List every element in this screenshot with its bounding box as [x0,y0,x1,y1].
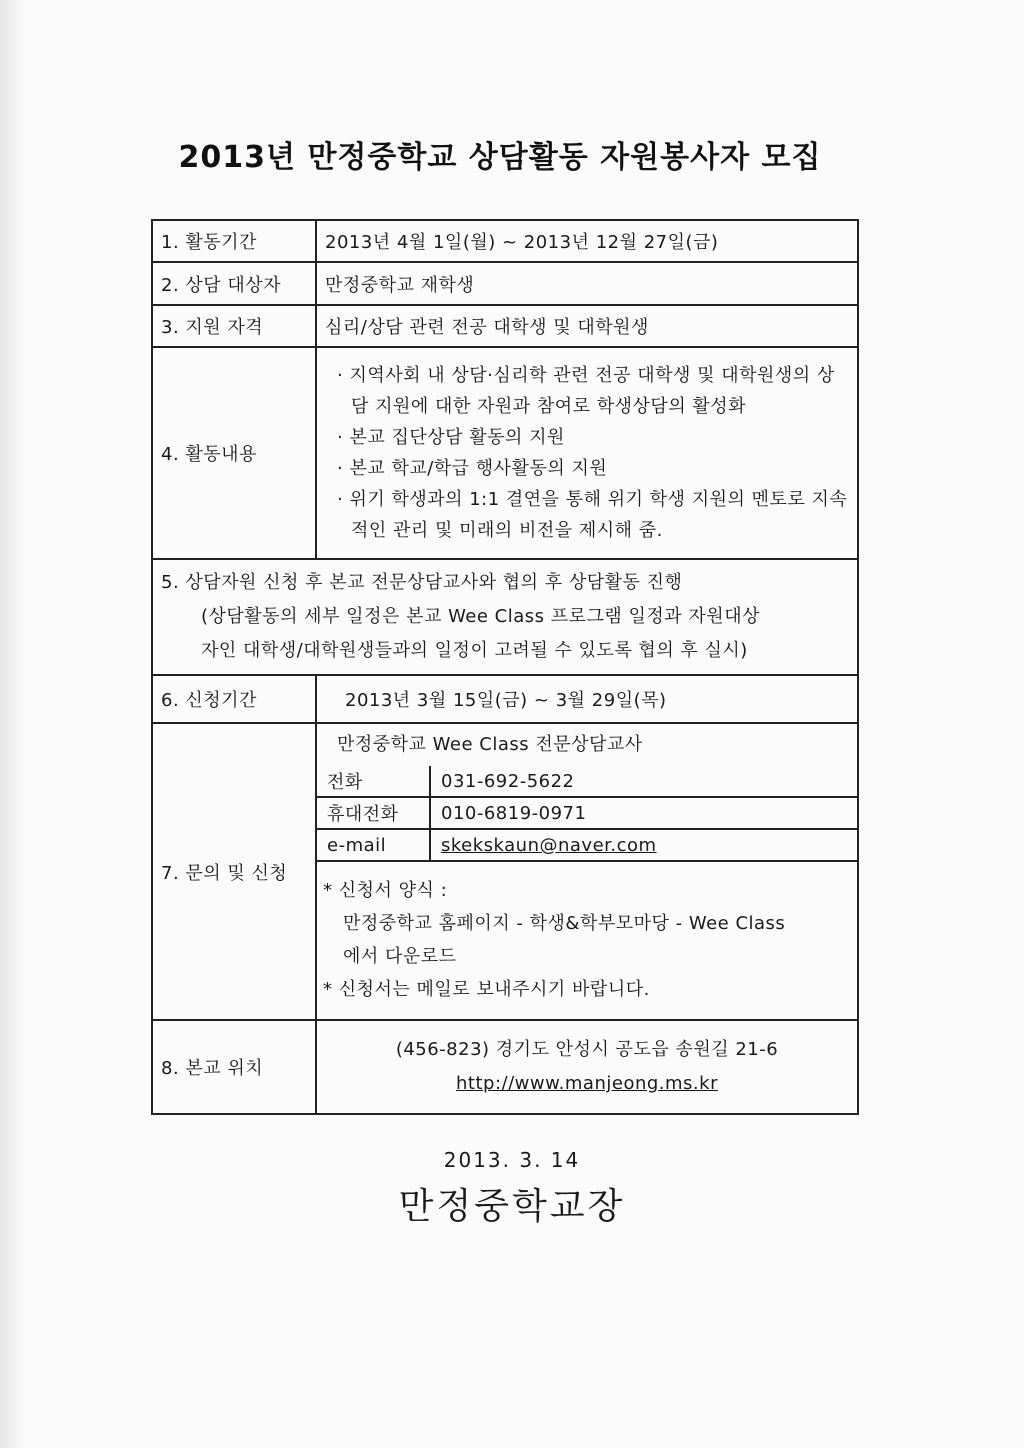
table-row [152,1020,858,1114]
table-row [152,347,858,559]
target-value: 만정중학교 재학생 [316,262,858,304]
principal-signature: 만정중학교장 [398,1186,626,1227]
contact-table [317,766,857,862]
period-label: 1. 활동기간 [152,220,316,262]
activities-label: 4. 활동내용 [152,347,316,559]
form-heading: * 신청서 양식 : [323,880,448,902]
activities-value [316,347,858,559]
qualification-value: 심리/상담 관련 전공 대학생 및 대학원생 [316,305,858,347]
phone-label: 전화 [317,766,430,797]
table-row [317,797,857,829]
form-download: 에서 다운로드 [343,946,457,968]
form-path: 만정중학교 홈페이지 - 학생&학부모마당 - Wee Class [343,913,786,935]
homepage-link[interactable]: http://www.manjeong.ms.kr [456,1073,718,1095]
list-item: · 지역사회 내 상담·심리학 관련 전공 대학생 및 대학원생의 상담 지원에 대한 자원과 참여로 학생상담의 활성화 [337,365,835,418]
application-period-label: 6. 신청기간 [152,675,316,723]
phone-value: 031-692-5622 [430,766,857,797]
form-email-note: * 신청서는 메일로 보내주시기 바랍니다. [323,979,650,1001]
table-row [317,766,857,797]
activities-list [325,360,849,546]
document-title: 2013년 만정중학교 상담활동 자원봉사자 모집 [178,140,822,175]
form-notes [317,862,857,1016]
list-item: · 본교 집단상담 활동의 지원 [337,427,565,449]
email-label: e-mail [317,829,430,861]
table-row [317,829,857,861]
notice-line: (상담활동의 세부 일정은 본교 Wee Class 프로그램 일정과 자원대상 [201,606,760,628]
email-link[interactable]: skekskaun@naver.com [430,829,857,861]
mobile-value: 010-6819-0971 [430,797,857,829]
location-value [316,1020,858,1114]
list-item: · 위기 학생과의 1:1 결연을 통해 위기 학생 지원의 멘토로 지속적인 관리 및 미래의 비전을 제시해 줌. [337,489,848,542]
table-row [152,675,858,723]
inquiry-value [316,723,858,1020]
target-label: 2. 상담 대상자 [152,262,316,304]
scan-edge-shadow [0,0,24,1448]
issue-date: 2013. 3. 14 [443,1148,581,1172]
table-row [152,220,858,262]
list-item: · 본교 학교/학급 행사활동의 지원 [337,458,608,480]
notice-line: 자인 대학생/대학원생들과의 일정이 고려될 수 있도록 협의 후 실시) [201,640,748,662]
address: (456-823) 경기도 안성시 공도읍 송원길 21-6 [395,1039,779,1061]
qualification-label: 3. 지원 자격 [152,305,316,347]
mobile-label: 휴대전화 [317,797,430,829]
application-period-value: 2013년 3월 15일(금) ~ 3월 29일(목) [316,675,858,723]
table-row [152,262,858,304]
inquiry-label: 7. 문의 및 신청 [152,723,316,1020]
period-value: 2013년 4월 1일(월) ~ 2013년 12월 27일(금) [316,220,858,262]
table-row [152,559,858,675]
table-row [152,305,858,347]
location-label: 8. 본교 위치 [152,1020,316,1114]
contact-title: 만정중학교 Wee Class 전문상담교사 [337,734,643,756]
table-row [152,723,858,1020]
notice-line: 5. 상담자원 신청 후 본교 전문상담교사와 협의 후 상담활동 진행 [161,572,683,594]
recruitment-table [151,219,859,1115]
notice-cell [152,559,858,675]
